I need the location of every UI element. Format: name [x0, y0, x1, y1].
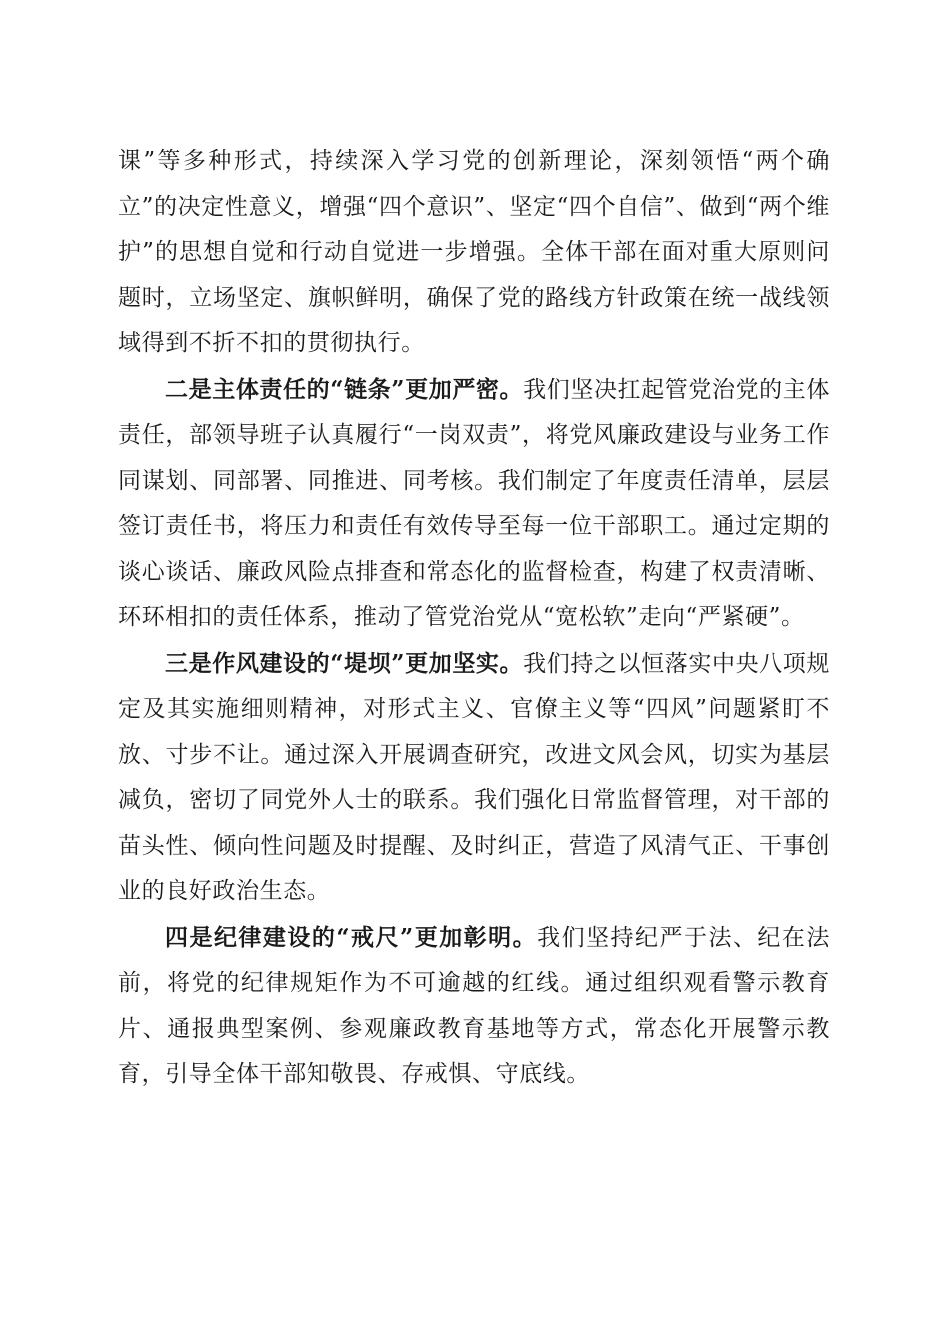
paragraph-text: 课”等多种形式，持续深入学习党的创新理论，深刻领悟“两个确立”的决定性意义，增强“四个意识”、坚定“四个自信”、做到“两个维护”的思想自觉和行动自觉进一步增强。全体干部在面对重大原则问题时，立场坚定、旗帜鲜明，确保了党的路线方针政策在统一战线领域得到不折不扣的贯彻执行。	[118, 148, 830, 356]
paragraph-work-style	[118, 641, 830, 915]
paragraph-main-responsibility	[118, 367, 830, 641]
document-page	[118, 139, 830, 1098]
paragraph-continuation	[118, 139, 830, 367]
paragraph-lead: 四是纪律建设的“戒尺”更加彰明。	[165, 923, 538, 951]
paragraph-text: 我们持之以恒落实中央八项规定及其实施细则精神，对形式主义、官僚主义等“四风”问题紧盯不放、寸步不让。通过深入开展调查研究，改进文风会风，切实为基层减负，密切了同党外人士的联系。我们强化日常监督管理，对干部的苗头性、倾向性问题及时提醒、及时纠正，营造了风清气正、干事创业的良好政治生态。	[118, 650, 830, 904]
paragraph-text: 我们坚决扛起管党治党的主体责任，部领导班子认真履行“一岗双责”，将党风廉政建设与业务工作同谋划、同部署、同推进、同考核。我们制定了年度责任清单，层层签订责任书，将压力和责任有效传导至每一位干部职工。通过定期的谈心谈话、廉政风险点排查和常态化的监督检查，构建了权责清晰、环环相扣的责任体系，推动了管党治党从“宽松软”走向“严紧硬”。	[118, 376, 830, 630]
paragraph-discipline	[118, 915, 830, 1098]
paragraph-text: 我们坚持纪严于法、纪在法前，将党的纪律规矩作为不可逾越的红线。通过组织观看警示教育片、通报典型案例、参观廉政教育基地等方式，常态化开展警示教育，引导全体干部知敬畏、存戒惧、守底线。	[118, 924, 830, 1087]
paragraph-lead: 二是主体责任的“链条”更加严密。	[165, 375, 524, 403]
paragraph-lead: 三是作风建设的“堤坝”更加坚实。	[165, 649, 524, 677]
